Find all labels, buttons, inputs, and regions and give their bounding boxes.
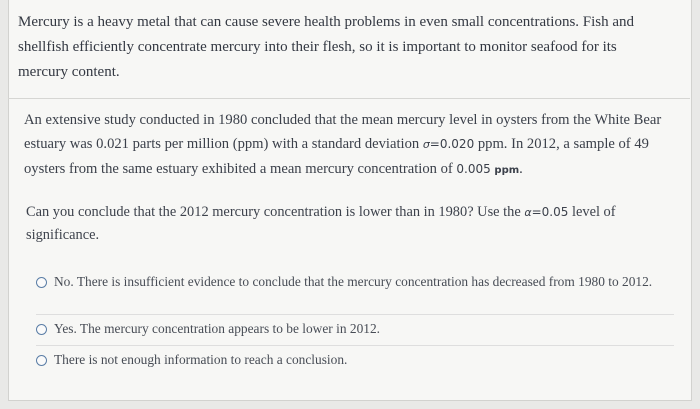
option-divider bbox=[36, 314, 674, 315]
question-text-2: level of significance. bbox=[26, 204, 616, 243]
answer-option-not-enough-info[interactable] bbox=[36, 351, 676, 369]
sample-mean-value: 0.005 bbox=[456, 162, 491, 176]
intro-paragraph: Mercury is a heavy metal that can cause severe health problems in even small concentrations. Fish and shellfish efficiently concentrate mercury into their flesh, so it is important to monitor seafood for its mercury content. bbox=[18, 14, 635, 80]
study-text-1: An extensive study conducted in 1980 concluded that the mean mercury level in oysters from the White Bear estuary was 0.021 parts per million (ppm) with a standard deviation bbox=[24, 112, 662, 152]
study-paragraph bbox=[24, 108, 674, 183]
sigma-value: =0.020 bbox=[429, 137, 475, 151]
answer-option-label: No. There is insufficient evidence to conclude that the mercury concentration has decreased from 1980 to 2012. bbox=[54, 274, 653, 289]
section-divider bbox=[8, 98, 690, 99]
question-text bbox=[26, 201, 666, 246]
radio-button-icon[interactable] bbox=[36, 324, 47, 335]
study-text-3: . bbox=[519, 161, 523, 177]
alpha-symbol: α bbox=[524, 206, 532, 219]
sigma-symbol: σ bbox=[422, 138, 430, 151]
alpha-value: =0.05 bbox=[531, 205, 569, 219]
answer-option-no[interactable] bbox=[36, 273, 676, 291]
question-text-1: Can you conclude that the 2012 mercury concentration is lower than in 1980? Use the bbox=[26, 204, 525, 220]
sample-mean-unit: ppm bbox=[494, 165, 520, 176]
study-text-2: ppm. In 2012, a sample of 49 oysters from the same estuary exhibited a mean mercury concentration of bbox=[24, 136, 649, 177]
radio-button-icon[interactable] bbox=[36, 355, 47, 366]
radio-button-icon[interactable] bbox=[36, 277, 47, 288]
answer-option-label: Yes. The mercury concentration appears to be lower in 2012. bbox=[54, 321, 380, 336]
answer-option-label: There is not enough information to reach a conclusion. bbox=[54, 352, 348, 367]
option-divider bbox=[36, 345, 674, 346]
answer-option-yes[interactable] bbox=[36, 320, 676, 338]
